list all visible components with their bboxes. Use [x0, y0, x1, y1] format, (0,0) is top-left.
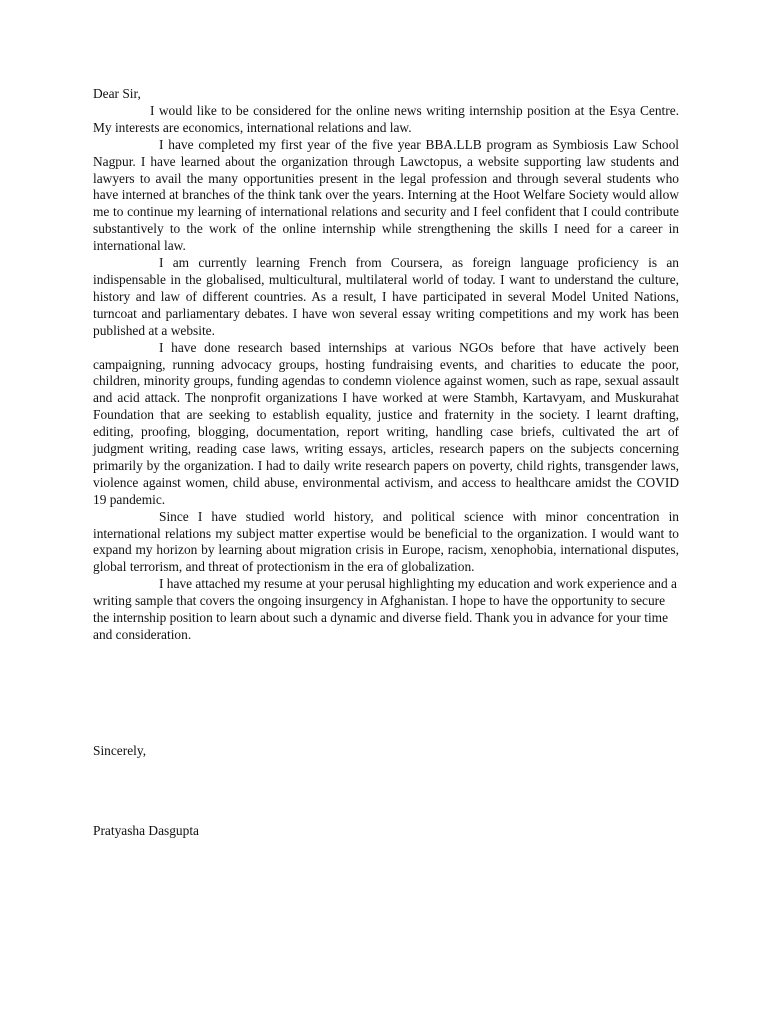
paragraph-internships: I have done research based internships at various NGOs before that have actively been campaigning, running advocacy groups, hosting fundraising events, and charities to educate the poor, children, minority groups, funding agendas to condemn violence against women, such as rape, sexual assault and acid attack. The nonprofit organizations I have worked at were Stambh, Kartavyam, and Muskurahat Foundation that are seeking to establish equality, justice and fraternity in the society. I learnt drafting, editing, proofing, blogging, documentation, report writing, handling case briefs, cultivated the art of judgment writing, reading case laws, writing essays, articles, research papers on the subjects concerning primarily by the organization. I had to daily write research papers on poverty, child rights, transgender laws, violence against women, child abuse, environmental activism, and access to healthcare amidst the COVID 19 pandemic.	[93, 339, 679, 507]
paragraph-studies: Since I have studied world history, and political science with minor concentration in international relations my subject matter expertise would be beneficial to the organization. I would want to expand my horizon by learning about migration crisis in Europe, racism, xenophobia, international disputes, global terrorism, and threat of protectionism in the era of globalization.	[93, 508, 679, 575]
paragraph-languages: I am currently learning French from Coursera, as foreign language proficiency is an indispensable in the globalised, multicultural, multilateral world of today. I want to understand the culture, history and law of different countries. As a result, I have participated in several Model United Nations, turncoat and parliamentary debates. I have won several essay writing competitions and my work has been published at a website.	[93, 255, 679, 338]
paragraph-intro: I would like to be considered for the online news writing internship position at the Esya Centre. My interests are economics, international relations and law.	[93, 102, 679, 135]
signature-name: Pratyasha Dasgupta	[93, 823, 199, 838]
salutation: Dear Sir,	[93, 86, 141, 101]
closing: Sincerely,	[93, 743, 147, 758]
letter-body	[93, 86, 679, 644]
paragraph-conclusion: I have attached my resume at your perusal highlighting my education and work experience and a writing sample that covers the ongoing insurgency in Afghanistan. I hope to have the opportunity to secure the internship position to learn about such a dynamic and diverse field. Thank you in advance for your time and consideration.	[93, 576, 677, 642]
paragraph-education: I have completed my first year of the five year BBA.LLB program as Symbiosis Law School Nagpur. I have learned about the organization through Lawctopus, a website supporting law students and lawyers to avail the many opportunities present in the legal profession and through several students who have interned at branches of the think tank over the years. Interning at the Hoot Welfare Society would allow me to continue my learning of international relations and security and I feel confident that I could contribute substantively to the work of the online internship while strengthening the skills I need for a career in international law.	[93, 136, 679, 254]
